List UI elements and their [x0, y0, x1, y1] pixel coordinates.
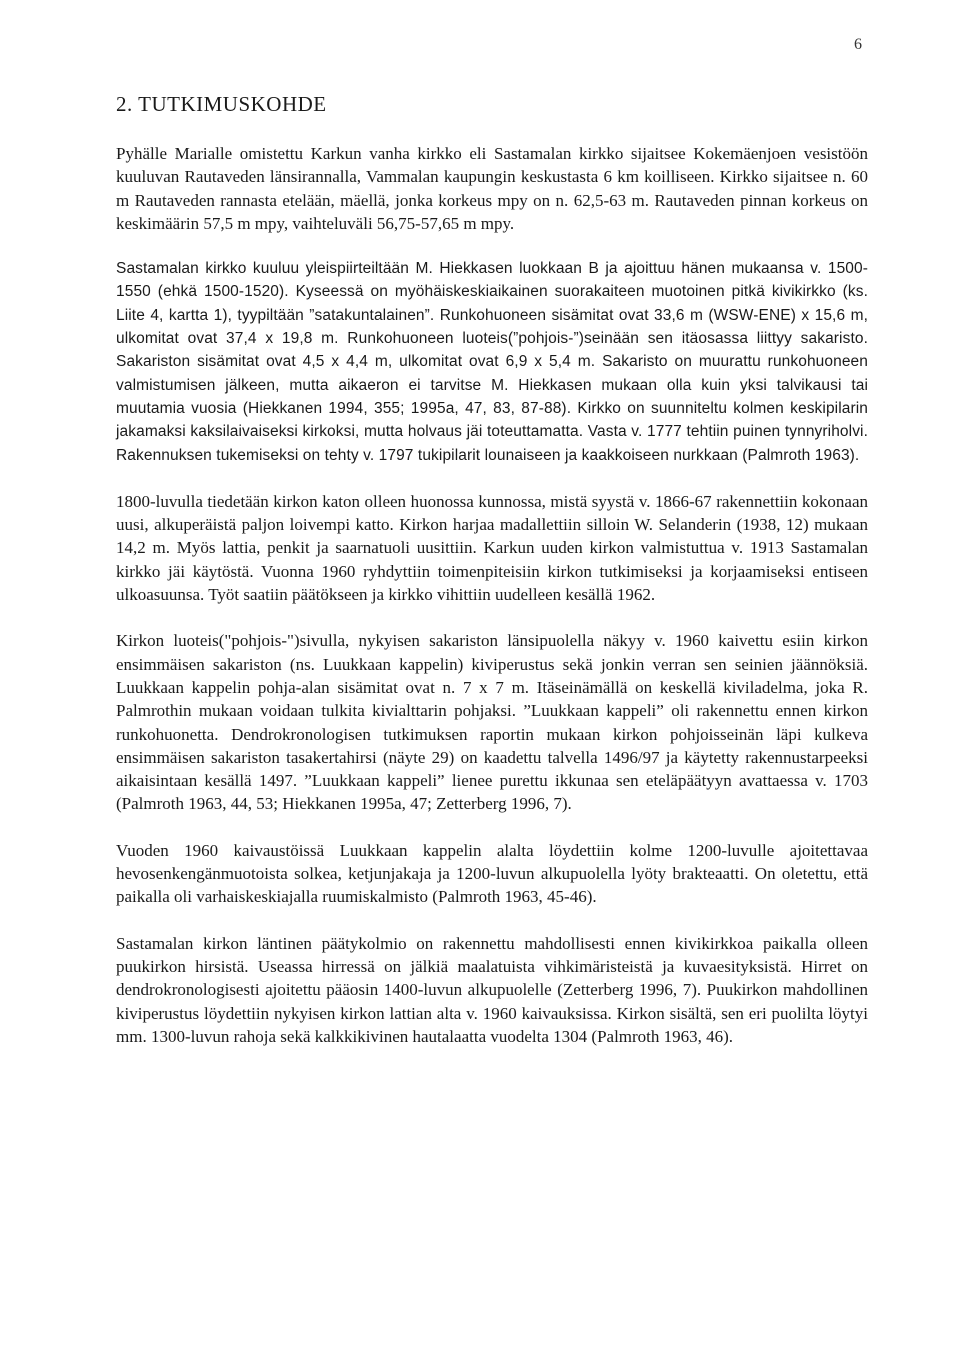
paragraph-architecture: Sastamalan kirkko kuuluu yleispiirteiltään M. Hiekkasen luokkaan B ja ajoittuu hänen mukaansa v. 1500-1550 (ehkä 1500-1520). Kyseessä on myöhäiskeskiaikainen suorakaiteen muotoinen pitkä kivikirkko (ks. Liite 4, kartta 1), tyypiltään ”satakuntalainen”. Runkohuoneen sisämitat ovat 33,6 m (WSW-ENE) x 15,6 m, ulkomitat ovat 37,4 x 19,8 m. Runkohuoneen luoteis(”pohjois-”)seinään sen itäosassa liittyy sakaristo. Sakariston sisämitat ovat 4,5 x 4,4 m, ulkomitat ovat 6,9 x 5,4 m. Sakaristo on muurattu runkohuoneen valmistumisen jälkeen, mutta aikaeron ei tarvitse M. Hiekkasen mukaan olla kuin yksi talvikausi tai muutamia vuosia (Hiekkanen 1994, 355; 1995a, 47, 83, 87-88). Kirkko on suunniteltu kolmen keskipilarin jakamaksi kaksilaivaiseksi kirkoksi, mutta holvaus jäi toteuttamatta. Vasta v. 1777 tehtiin puinen tynnyriholvi. Rakennuksen tukemiseksi on tehty v. 1797 tukipilarit lounaiseen ja kaakkoiseen nurkkaan (Palmroth 1963). [116, 260, 868, 464]
paragraph-location: Pyhälle Marialle omistettu Karkun vanha kirkko eli Sastamalan kirkko sijaitsee Kokemäenjoen vesistöön kuuluvan Rautaveden länsirannalla, Vammalan kaupungin keskustasta 6 km koilliseen. Kirkko sijaitsee n. 60 m Rautaveden rannasta etelään, mäellä, jonka korkeus mpy on n. 62,5-63 m. Rautaveden pinnan korkeus on keskimäärin 57,5 m mpy, vaihteluväli 56,75-57,65 m mpy. [116, 144, 868, 233]
page-number: 6 [854, 36, 862, 53]
paragraph-sacristy: Kirkon luoteis("pohjois-")sivulla, nykyisen sakariston länsipuolella näkyy v. 1960 kaivettu esiin kirkon ensimmäisen sakariston (ns. Luukkaan kappelin) kiviperustus sekä jonkin verran sen seinien jäännöksiä. Luukkaan kappelin pohja-alan sisämitat ovat n. 7 x 7 m. Itäseinämällä on keskellä kiviladelma, joka R. Palmrothin mukaan voidaan tulkita kivialttarin pohjaksi. ”Luukkaan kappeli” oli rakennettu ennen kirkon runkohuonetta. Dendrokronologisen tutkimuksen raportin mukaan kirkon pohjoisseinän läpi kulkeva ensimmäisen sakariston tasakertahirsi (näyte 29) on kaadettu talvella 1496/97 ja käytetty rakennustarpeeksi aikaisintaan kesällä 1497. ”Luukkaan kappeli” lienee purettu ikkunaa sen eteläpäätyyn avattaessa v. 1703 (Palmroth 1963, 44, 53; Hiekkanen 1995a, 47; Zetterberg 1996, 7). [116, 631, 868, 814]
paragraph-wooden-church: Sastamalan kirkon läntinen päätykolmio on rakennettu mahdollisesti ennen kivikirkkoa paikalla olleen puukirkon hirsistä. Useassa hirressä on jälkiä maalatuista vihkimäristeistä ja kuvaesityksistä. Hirret on dendrokronologisesti ajoitettu pääosin 1400-luvun alkupuolelle (Zetterberg 1996, 7). Puukirkon mahdollinen kiviperustus löydettiin nykyisen kirkon lattian alta v. 1960 kaivauksissa. Kirkon sisältä, sen eri puolilta löytyi mm. 1300-luvun rahoja sekä kalkkikivinen hautalaatta vuodelta 1304 (Palmroth 1963, 46). [116, 933, 868, 1046]
paragraph-excavation-finds: Vuoden 1960 kaivaustöissä Luukkaan kappelin alalta löydettiin kolme 1200-luvulle ajoitettavaa hevosenkengänmuotoista solkea, ketjunjakaja ja 1200-luvun alkupuolella lyöty brakteaatti. On oletettu, että paikalla oli varhaiskeskiajalla ruumiskalmisto (Palmroth 1963, 45-46). [116, 840, 868, 907]
paragraph-renovation: 1800-luvulla tiedetään kirkon katon olleen huonossa kunnossa, mistä syystä v. 1866-67 rakennettiin kokonaan uusi, alkuperäistä paljon loivempi katto. Kirkon harjaa madallettiin silloin W. Selanderin (1938, 12) mukaan 14,2 m. Myös lattia, penkit ja saarnatuoli uusittiin. Karkun uuden kirkon valmistuttua v. 1913 Sastamalan kirkko jäi käytöstä. Vuonna 1960 ryhdyttiin toimenpiteisiin kirkon tutkimiseksi ja korjaamiseksi entiseen ulkoasuunsa. Työt saatiin päätökseen ja kirkko vihittiin uudelleen kesällä 1962. [116, 491, 868, 605]
section-heading: 2. TUTKIMUSKOHDE [116, 92, 327, 116]
body-text [116, 142, 868, 1048]
